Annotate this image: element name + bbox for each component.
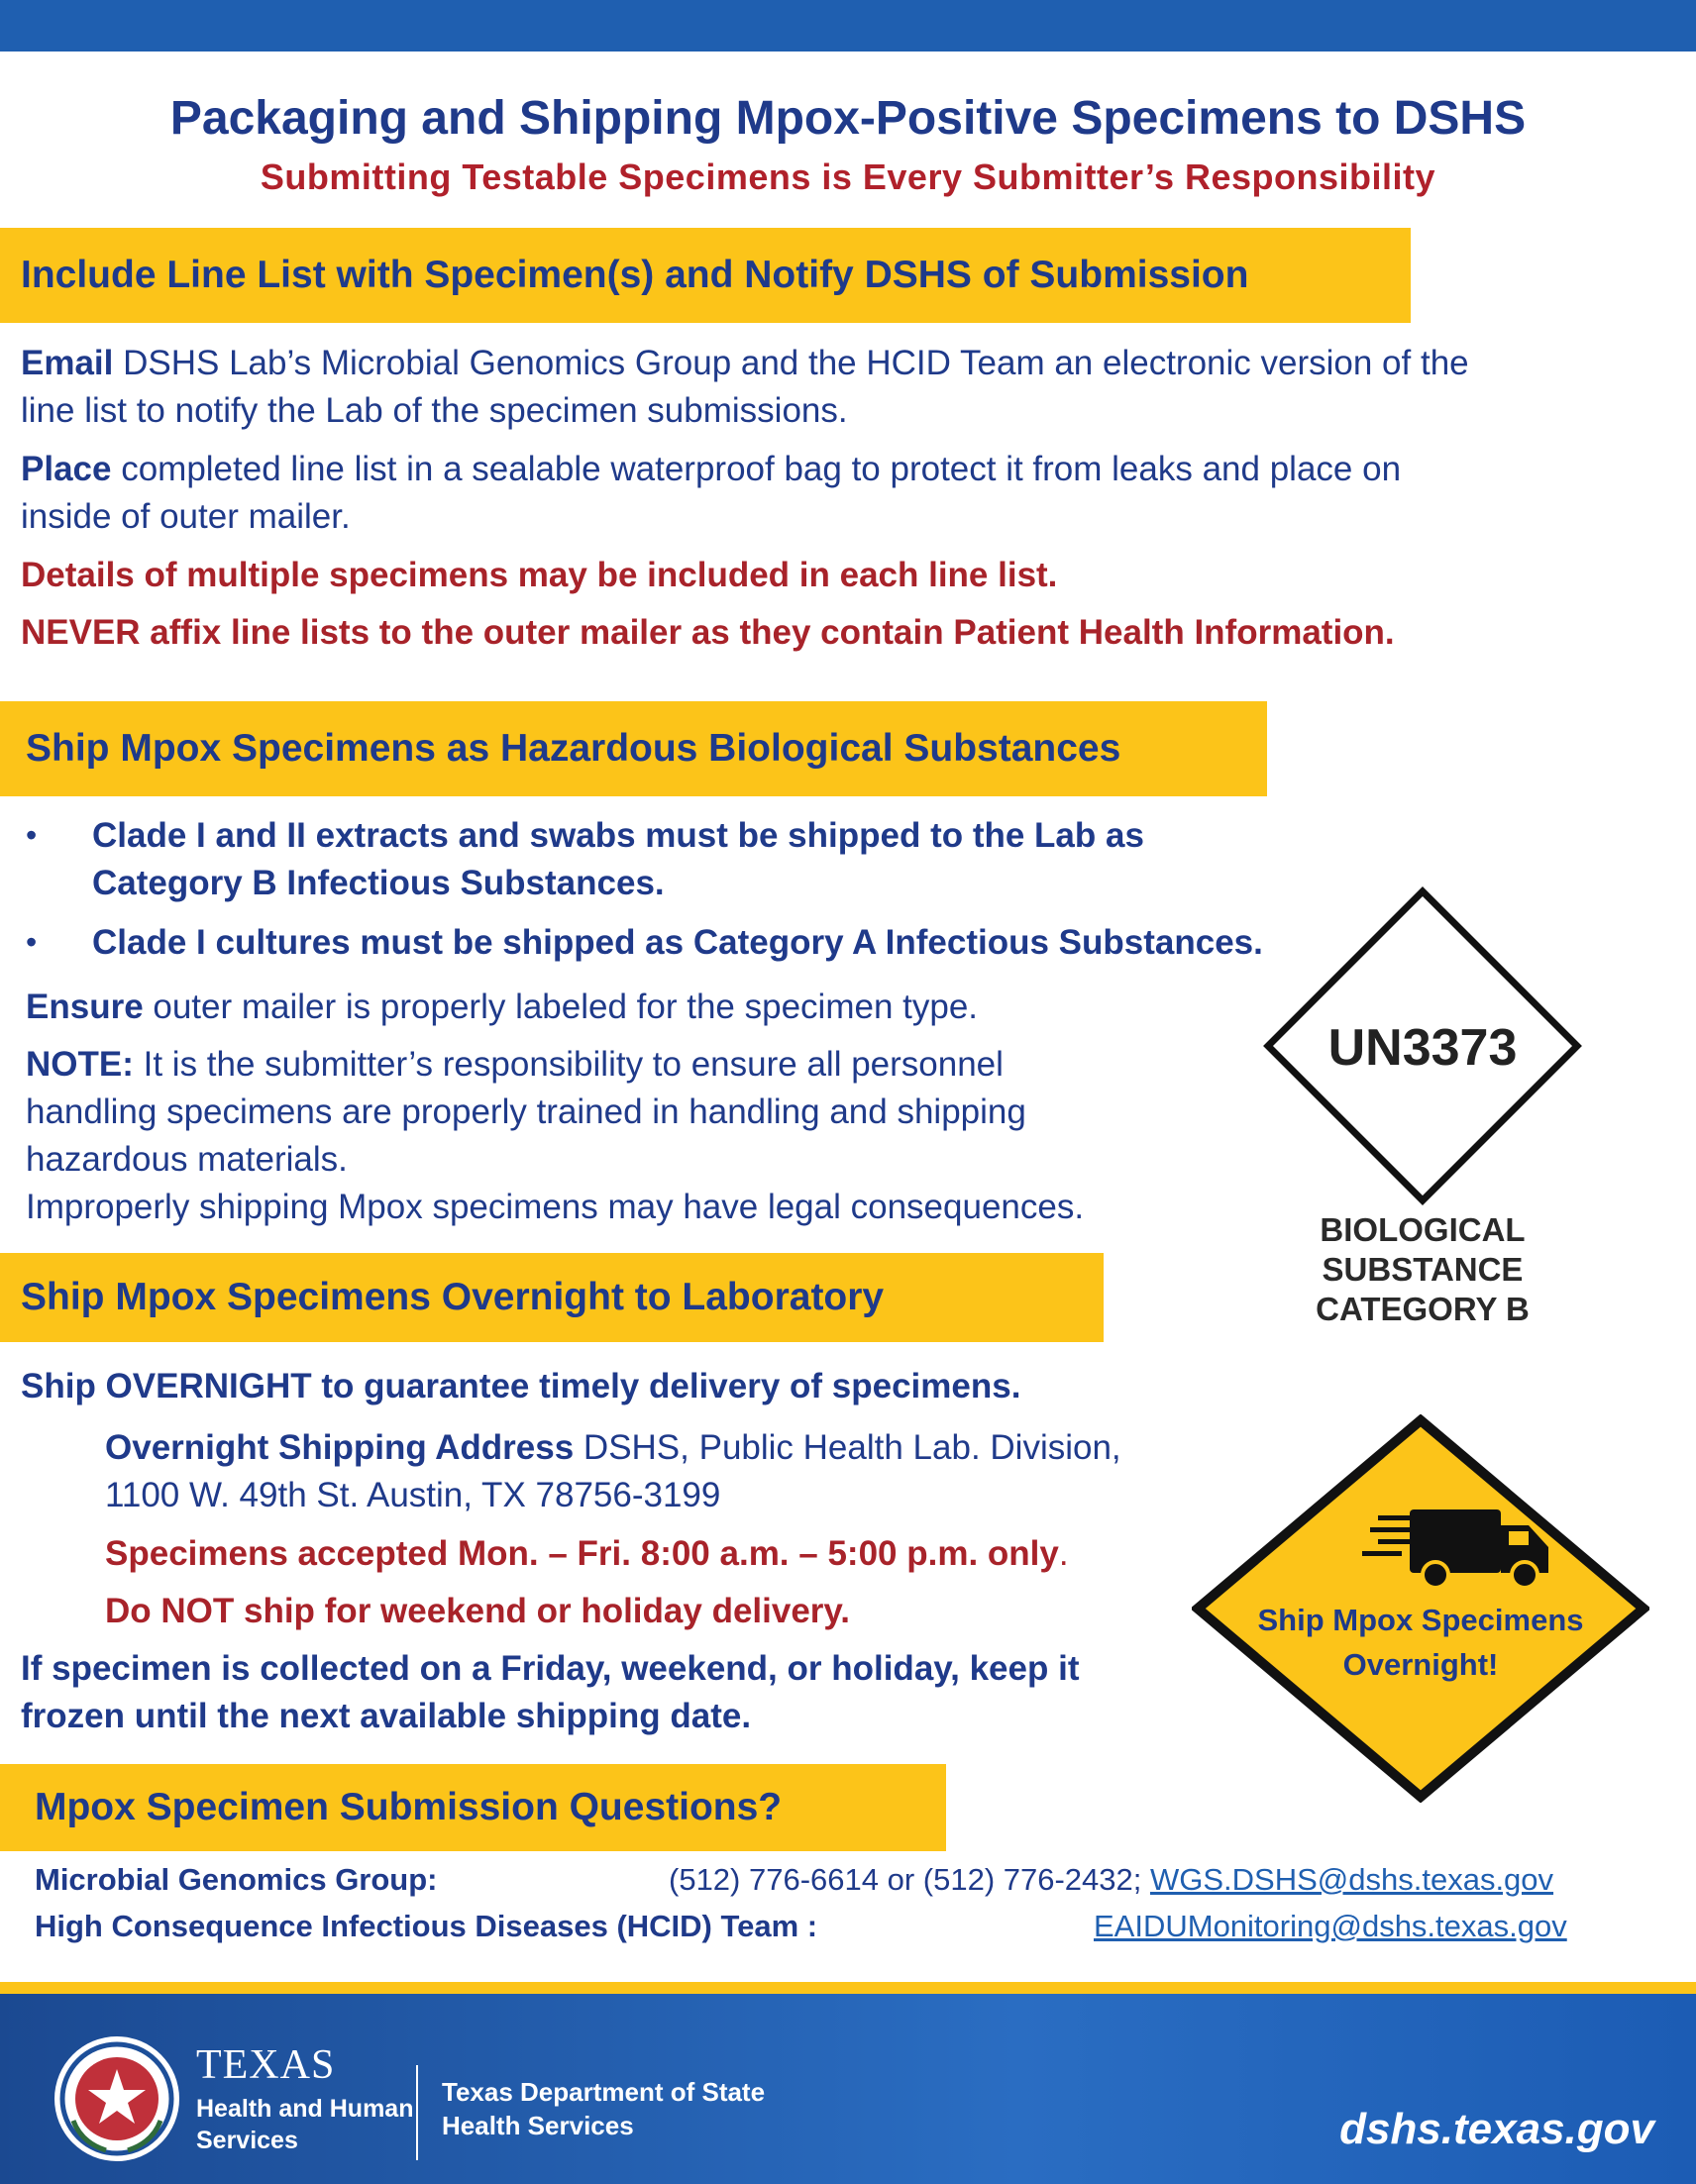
label-caption-line1: BIOLOGICAL SUBSTANCE [1320,1211,1526,1288]
place-paragraph [21,446,1401,541]
org-hhs-line1: Health and Human [196,2095,414,2123]
section-overnight-heading [0,1253,1104,1342]
dept-line2: Health Services [442,2111,634,2140]
email-keyword: Email [21,344,114,382]
section-heading-text: Ship Mpox Specimens Overnight to Laboratory [21,1276,885,1318]
place-text-line1: completed line list in a sealable waterproof bag to protect it from leaks and place on [111,450,1402,488]
footer-divider [416,2065,418,2160]
improper-shipping-note: Improperly shipping Mpox specimens may have legal consequences. [26,1188,1085,1226]
section-heading-text: Mpox Specimen Submission Questions? [35,1786,783,1828]
org-texas: TEXAS [196,2042,336,2088]
mgg-email-link[interactable]: WGS.DSHS@dshs.texas.gov [1150,1862,1554,1897]
website-link[interactable]: dshs.texas.gov [1339,2105,1654,2153]
footer [0,1994,1696,2184]
bullet-glyph: • [26,817,38,853]
note-line2: handling specimens are properly trained in handling and shipping [26,1092,1026,1131]
hcid-contact-label: High Consequence Infectious Diseases (HCID) Team : [35,1909,818,1943]
label-caption-line2: CATEGORY B [1316,1291,1530,1327]
ensure-text: outer mailer is properly labeled for the specimen type. [143,988,979,1026]
note-paragraph [26,1041,1084,1231]
label-caption [1219,1210,1627,1329]
friday-line1: If specimen is collected on a Friday, weekend, or holiday, keep it [21,1649,1080,1688]
bullet-glyph: • [26,924,38,960]
email-text-line2: line list to notify the Lab of the specimen submissions. [21,391,848,430]
ship-overnight-instruction: Ship OVERNIGHT to guarantee timely delivery of specimens. [21,1367,1021,1405]
no-weekend-warning: Do NOT ship for weekend or holiday delivery. [105,1592,851,1630]
email-text-line1: DSHS Lab’s Microbial Genomics Group and the HCID Team an electronic version of the [113,344,1469,382]
address-label: Overnight Shipping Address [105,1428,575,1467]
email-paragraph [21,340,1469,435]
bullet-clade-extracts-line2: Category B Infectious Substances. [92,864,665,902]
address-line1: DSHS, Public Health Lab. Division, [574,1428,1121,1467]
page-title: Packaging and Shipping Mpox-Positive Specimens to DSHS [169,92,1527,145]
section-questions-heading [0,1764,946,1851]
hcid-contact-info [1094,1909,1567,1944]
page-subtitle: Submitting Testable Specimens is Every Submitter’s Responsibility [260,156,1436,197]
sign-text-line1: Ship Mpox Specimens [1257,1603,1584,1637]
multiple-specimens-note: Details of multiple specimens may be included in each line list. [21,556,1058,594]
note-line1: It is the submitter’s responsibility to ensure all personnel [133,1045,1004,1084]
section-heading-text: Ship Mpox Specimens as Hazardous Biological Substances [26,727,1121,770]
texas-seal-icon [52,2033,182,2164]
place-text-line2: inside of outer mailer. [21,497,351,536]
note-keyword: NOTE: [26,1045,134,1084]
mgg-phone: (512) 776-6614 or (512) 776-2432; [669,1862,1150,1897]
note-line3: hazardous materials. [26,1140,348,1179]
address-line2: 1100 W. 49th St. Austin, TX 78756-3199 [105,1476,721,1514]
org-hhs-line2: Services [196,2127,298,2154]
dept-name [442,2075,765,2142]
bullet-clade-cultures: Clade I cultures must be shipped as Category A Infectious Substances. [92,923,1263,962]
bullet-clade-extracts [92,812,1144,907]
section-line-list-heading [0,228,1411,323]
mgg-contact-label: Microbial Genomics Group: [35,1862,438,1897]
mgg-contact-info [669,1862,1553,1898]
footer-gold-line [0,1982,1696,1994]
accepted-hours-period: . [1058,1534,1069,1573]
org-hhs [196,2093,413,2156]
accepted-hours [105,1530,1069,1578]
section-hazardous-heading [0,701,1267,796]
un3373-code: UN3373 [1327,1019,1518,1077]
accepted-hours-text: Specimens accepted Mon. – Fri. 8:00 a.m. – 5:00 p.m. only [105,1534,1059,1573]
friday-instruction [21,1645,1079,1740]
shipping-address [105,1424,1121,1519]
friday-line2: frozen until the next available shipping date. [21,1697,752,1735]
bullet-clade-extracts-line1: Clade I and II extracts and swabs must be shipped to the Lab as [92,816,1144,855]
un3373-label [1263,886,1582,1205]
dept-line1: Texas Department of State [442,2077,766,2107]
ensure-keyword: Ensure [26,988,144,1026]
place-keyword: Place [21,450,112,488]
never-affix-warning: NEVER affix line lists to the outer mailer as they contain Patient Health Information. [21,613,1395,652]
overnight-shipping-sign [1192,1414,1649,1803]
top-color-bar [0,0,1696,52]
section-heading-text: Include Line List with Specimen(s) and Notify DSHS of Submission [21,254,1249,296]
ensure-paragraph [26,984,978,1031]
sign-text-line2: Overnight! [1342,1647,1499,1682]
hcid-email-link[interactable]: EAIDUMonitoring@dshs.texas.gov [1094,1909,1567,1943]
